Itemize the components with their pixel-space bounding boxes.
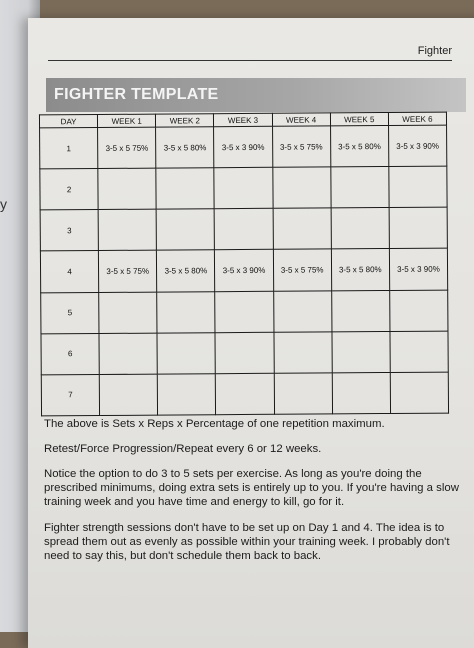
table-cell xyxy=(156,209,214,251)
table-cell xyxy=(157,291,215,333)
table-cell xyxy=(390,372,448,414)
table-cell: 3-5 x 3 90% xyxy=(388,125,446,167)
table-cell xyxy=(214,167,272,209)
table-cell xyxy=(158,374,216,416)
table-cell xyxy=(332,372,390,414)
table-cell xyxy=(274,373,332,415)
table-cell xyxy=(389,166,447,208)
table-row xyxy=(40,166,447,210)
table-cell xyxy=(216,373,274,415)
table-cell xyxy=(390,290,448,332)
table-cell: 3-5 x 5 75% xyxy=(98,127,156,169)
table-cell: 3-5 x 5 75% xyxy=(272,126,330,168)
table-cell xyxy=(98,168,156,210)
table-cell: 3-5 x 5 80% xyxy=(157,250,215,292)
table-cell xyxy=(273,208,331,250)
table-cell xyxy=(215,332,273,374)
table-cell xyxy=(157,332,215,374)
table-cell xyxy=(99,333,157,375)
column-header-week: WEEK 6 xyxy=(388,112,446,125)
table-cell xyxy=(389,207,447,249)
table-cell xyxy=(156,168,214,210)
day-cell: 4 xyxy=(40,251,98,293)
table-cell xyxy=(274,332,332,374)
table-row xyxy=(41,331,448,375)
table-cell xyxy=(99,374,157,416)
day-cell: 1 xyxy=(40,128,98,170)
table-cell: 3-5 x 5 75% xyxy=(99,251,157,293)
table-cell xyxy=(272,167,330,209)
table-cell xyxy=(273,290,331,332)
table-cell xyxy=(331,290,389,332)
note-sets-reps: The above is Sets x Reps x Percentage of one repetition maximum. xyxy=(44,418,385,431)
fighter-template-table xyxy=(39,112,449,417)
day-cell: 3 xyxy=(40,210,98,252)
table-row xyxy=(40,207,447,251)
day-cell: 5 xyxy=(41,292,99,334)
day-cell: 6 xyxy=(41,333,99,375)
table-cell: 3-5 x 3 90% xyxy=(215,250,273,292)
table-cell xyxy=(390,331,448,373)
page-edge-glyph: y xyxy=(0,196,7,212)
day-cell: 2 xyxy=(40,169,98,211)
table-cell: 3-5 x 5 80% xyxy=(331,249,389,291)
note-retest: Retest/Force Progression/Repeat every 6 or 12 weeks. xyxy=(44,443,322,456)
table-row xyxy=(41,290,448,334)
column-header-week: WEEK 4 xyxy=(272,113,330,126)
table-cell xyxy=(98,209,156,251)
book-page xyxy=(28,18,474,648)
table-cell xyxy=(215,209,273,251)
column-header-week: WEEK 1 xyxy=(98,114,156,127)
table-cell xyxy=(331,167,389,209)
table-cell xyxy=(215,291,273,333)
column-header-day: DAY xyxy=(39,115,97,128)
table-cell: 3-5 x 5 80% xyxy=(330,125,388,167)
column-header-week: WEEK 3 xyxy=(214,113,272,126)
header-rule xyxy=(48,60,452,61)
running-title: Fighter xyxy=(417,45,452,57)
template-title: FIGHTER TEMPLATE xyxy=(54,86,219,103)
column-header-week: WEEK 5 xyxy=(330,112,388,125)
note-extra-sets: Notice the option to do 3 to 5 sets per exercise. As long as you're doing the prescribed minimums, doing extra sets is entirely up to you. If you're having a slow training week and you have time and energy to kill, go for it. xyxy=(44,468,459,509)
day-cell: 7 xyxy=(41,374,99,416)
column-header-week: WEEK 2 xyxy=(156,114,214,127)
table-cell: 3-5 x 5 80% xyxy=(156,127,214,169)
table-row xyxy=(40,125,447,169)
table-cell: 3-5 x 3 90% xyxy=(389,249,447,291)
table-cell xyxy=(332,331,390,373)
title-banner xyxy=(46,78,466,112)
table-row xyxy=(41,372,448,416)
table-cell: 3-5 x 5 75% xyxy=(273,249,331,291)
table-cell: 3-5 x 3 90% xyxy=(214,126,272,168)
table-cell xyxy=(99,292,157,334)
note-scheduling: Fighter strength sessions don't have to be set up on Day 1 and 4. The idea is to spread them out as evenly as possible within your training week. I probably don't need to say this, but don't schedule them back to back. xyxy=(44,522,450,563)
table-row xyxy=(40,249,447,293)
table-cell xyxy=(331,208,389,250)
